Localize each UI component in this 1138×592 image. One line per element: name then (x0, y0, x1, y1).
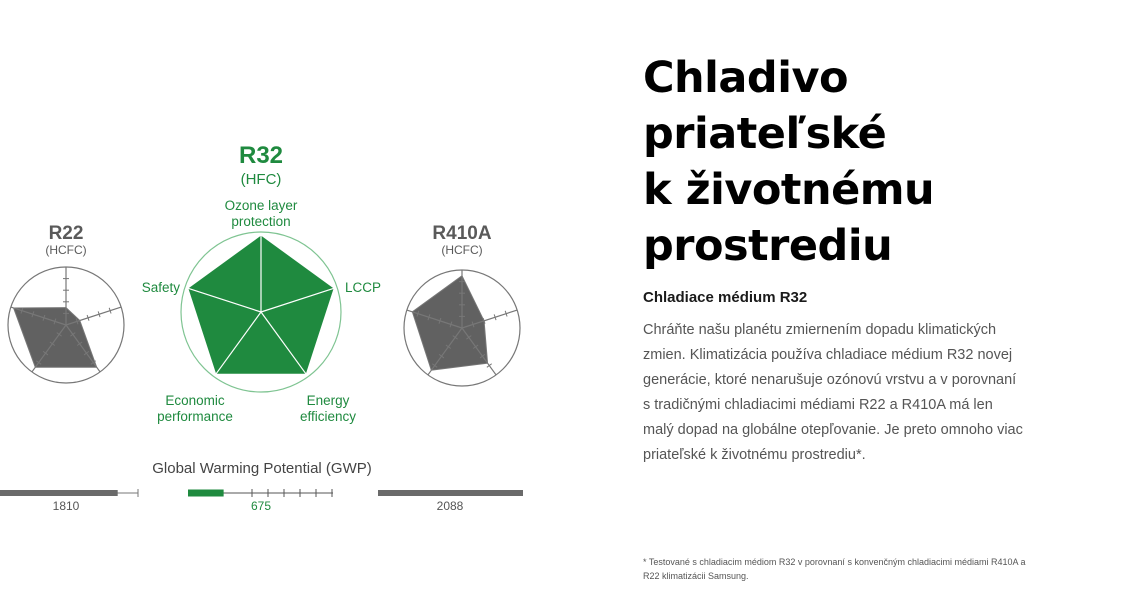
subtitle: Chladiace médium R32 (643, 289, 808, 306)
r32-type: (HFC) (240, 171, 282, 188)
headline-line-4: prostrediu (643, 221, 893, 271)
headline-line-3: k životnému (643, 165, 935, 215)
r32-axis-label-2-line-1: efficiency (299, 409, 357, 424)
r32-title: R32 (238, 142, 284, 169)
refrigerant-infographic (0, 0, 560, 592)
footnote: * Testované s chladiacim médiom R32 v porovnaní s konvenčným chladiacimi médiami R410A a R22 klimatizácii Samsung. (643, 557, 1026, 581)
infographic-svg (0, 0, 560, 592)
r32-axis-label-4-line-0: Safety (141, 280, 180, 295)
r32-axis-label-3-line-0: Economic (165, 393, 225, 408)
headline (643, 50, 1063, 274)
gwp-title: Global Warming Potential (GWP) (152, 460, 372, 477)
r22-type: (HCFC) (45, 243, 87, 257)
headline-line-2: priateľské (643, 109, 887, 159)
r410a-axis-2-tick-4 (487, 364, 492, 368)
r410a-title: R410A (432, 223, 492, 244)
gwp-r410a-value: 2088 (436, 499, 464, 513)
gwp-r22-bar (0, 490, 118, 496)
r410a-type: (HCFC) (441, 243, 483, 257)
r22-title: R22 (48, 223, 84, 244)
gwp-r410a-bar (378, 490, 523, 496)
r32-axis-label-2-line-0: Energy (306, 393, 350, 408)
gwp-r32-bar (188, 490, 224, 497)
headline-line-1: Chladivo (643, 53, 849, 103)
content-column (643, 50, 1063, 468)
r32-axis-label-3-line-1: performance (157, 409, 233, 424)
body-text: Chráňte našu planétu zmiernením dopadu klimatických zmien. Klimatizácia používa chladiace médium R32 novej generácie, ktoré nenarušuje ozónovú vrstvu a v porovnaní s tradičnými chladiacimi médiami R22 a R410A má len malý dopad na globálne otepľovanie. Je preto omnoho viac priateľské k životnému prostrediu*. (643, 322, 1023, 463)
r32-axis-label-1-line-0: LCCP (345, 280, 382, 295)
r32-axis-label-0-line-0: Ozone layer (224, 198, 298, 213)
r32-axis-label-0-line-1: protection (231, 214, 291, 229)
gwp-r22-value: 1810 (52, 499, 80, 513)
r22-value-polygon (14, 308, 97, 368)
gwp-r32-value: 675 (250, 499, 272, 513)
